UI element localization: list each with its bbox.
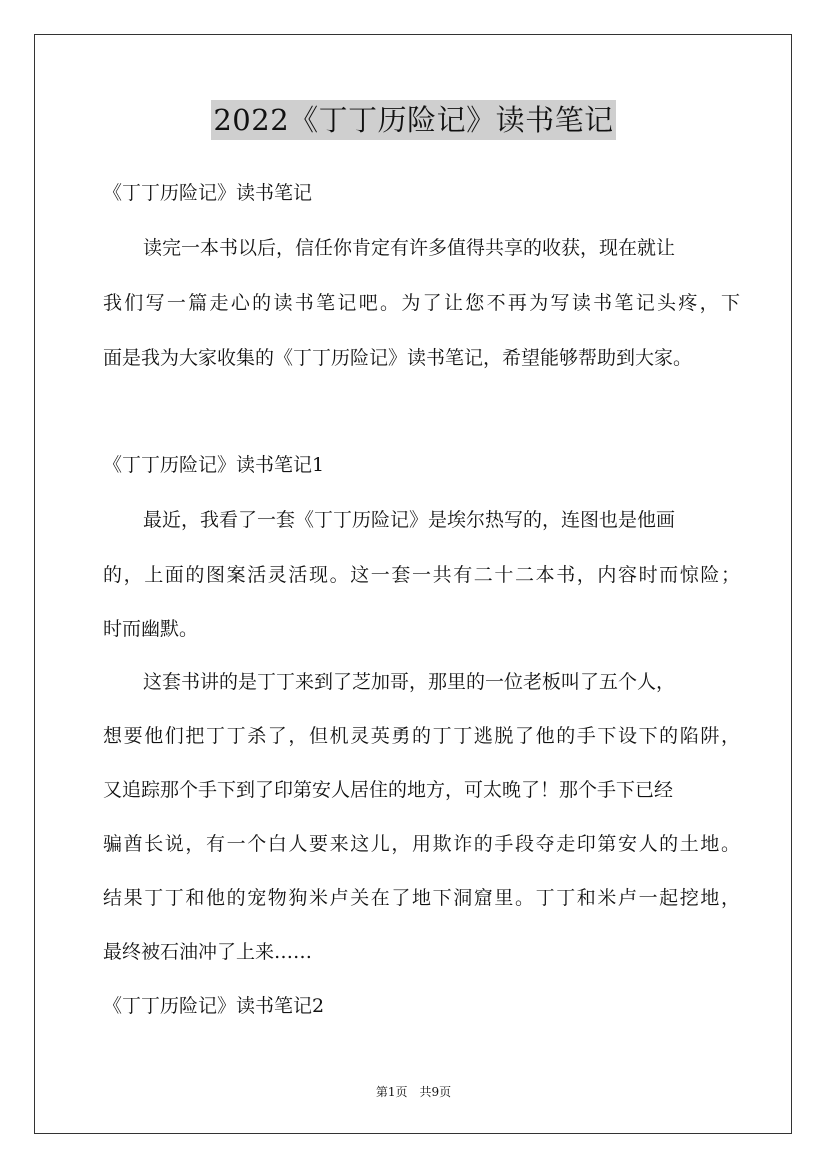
page-footer: 第1页 共9页 (375, 1085, 452, 1099)
subtitle: 《丁丁历险记》读书笔记 (103, 182, 313, 204)
paragraph-line: 时而幽默。 (103, 618, 199, 640)
paragraph-line: 骗酋长说，有一个白人要来这儿，用欺诈的手段夺走印第安人的土地。 (103, 833, 740, 855)
paragraph-line: 最近，我看了一套《丁丁历险记》是埃尔热写的，连图也是他画 (143, 509, 676, 531)
section-heading-1: 《丁丁历险记》读书笔记1 (103, 454, 325, 476)
paragraph-line: 结果丁丁和他的宠物狗米卢关在了地下洞窟里。丁丁和米卢一起挖地， (103, 887, 740, 909)
paragraph-line: 又追踪那个手下到了印第安人居住的地方，可太晚了！那个手下已经 (103, 779, 674, 801)
intro-line: 面是我为大家收集的《丁丁历险记》读书笔记，希望能够帮助到大家。 (103, 347, 693, 369)
paragraph-line: 想要他们把丁丁杀了，但机灵英勇的丁丁逃脱了他的手下设下的陷阱， (103, 725, 740, 747)
intro-line: 读完一本书以后，信任你肯定有许多值得共享的收获，现在就让 (143, 237, 676, 259)
intro-line: 我们写一篇走心的读书笔记吧。为了让您不再为写读书笔记头疼，下 (103, 292, 740, 314)
document-title-block (0, 100, 827, 140)
paragraph-line: 这套书讲的是丁丁来到了芝加哥，那里的一位老板叫了五个人， (143, 671, 676, 693)
section-heading-2: 《丁丁历险记》读书笔记2 (103, 995, 325, 1017)
paragraph-line: 最终被石油冲了上来…… (103, 941, 313, 963)
paragraph-line: 的，上面的图案活灵活现。这一套一共有二十二本书，内容时而惊险； (103, 564, 740, 586)
document-title: 2022《丁丁历险记》读书笔记 (211, 100, 615, 140)
